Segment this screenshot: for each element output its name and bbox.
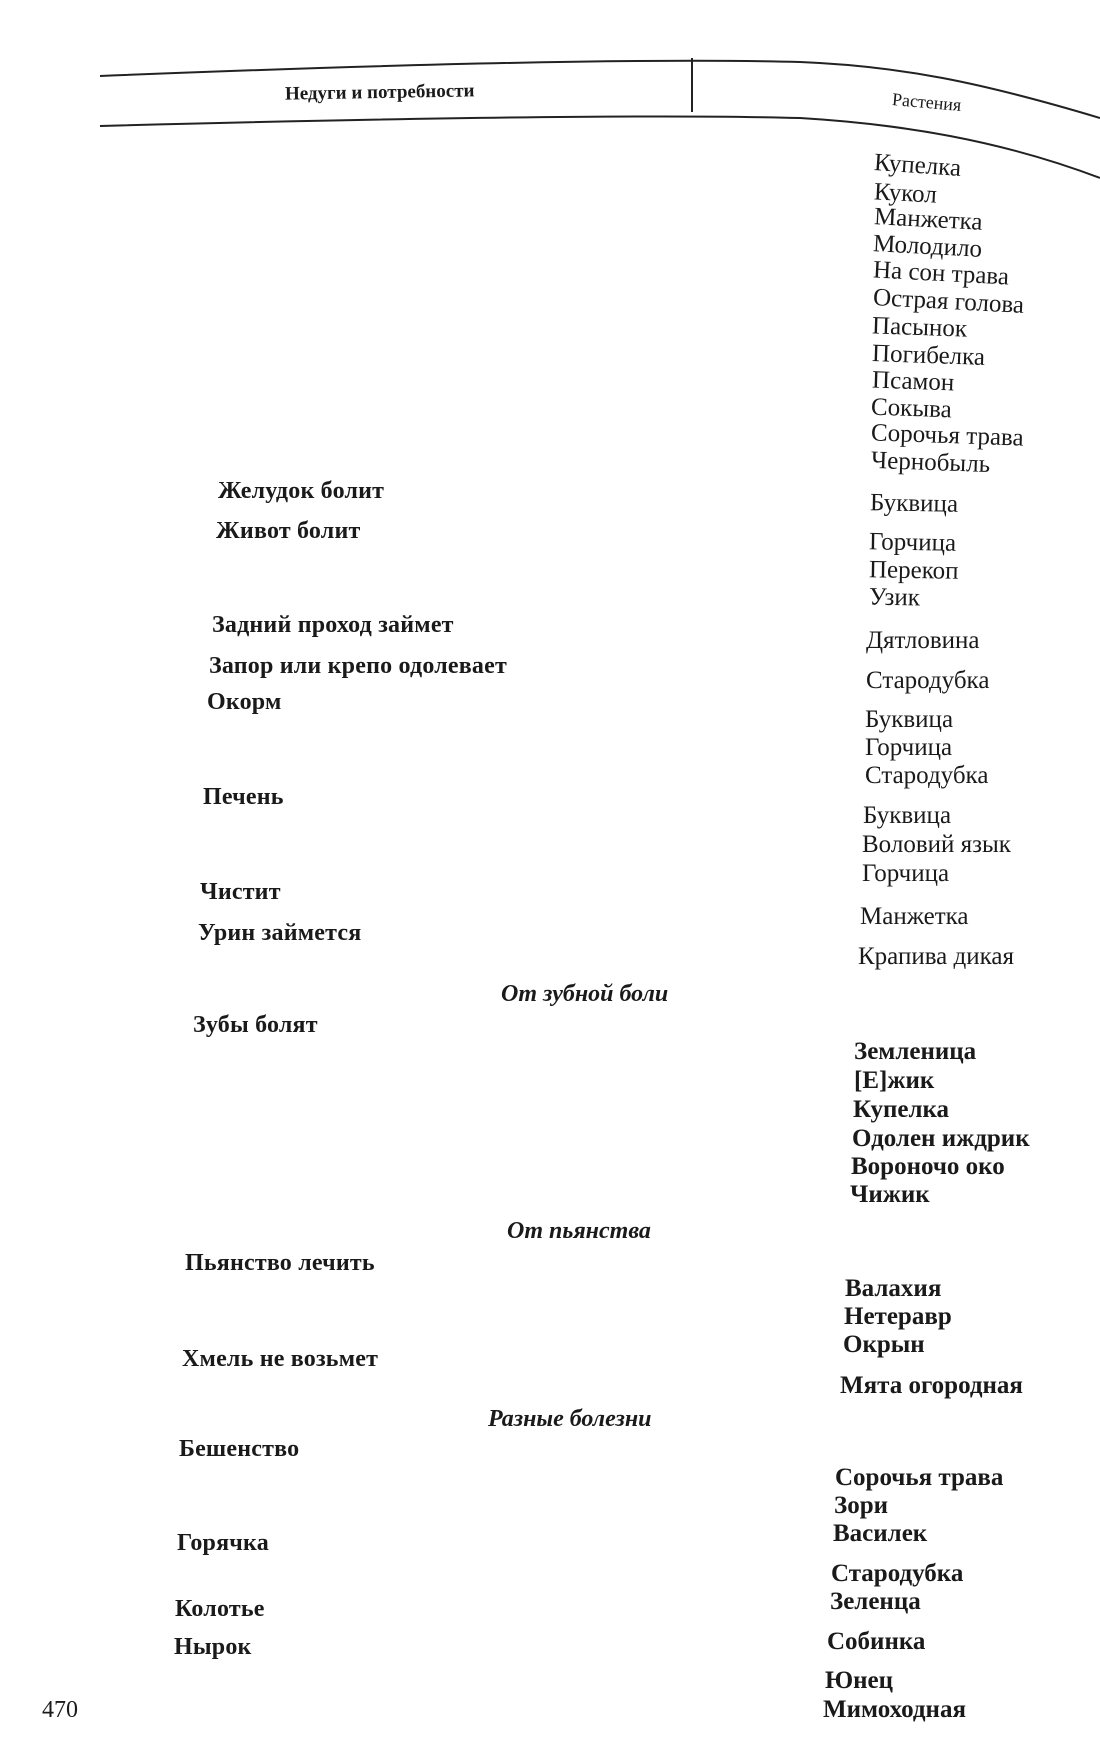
plant-item: Дятловина <box>866 627 980 654</box>
section-heading: От зубной боли <box>501 981 669 1007</box>
plant-item: Горчица <box>865 734 953 761</box>
ailment-item: Желудок болит <box>218 478 385 504</box>
plant-item: Горчица <box>868 528 957 557</box>
plant-item: Купелка <box>853 1096 950 1123</box>
plant-item: [Е]жик <box>854 1067 935 1094</box>
plant-item: Нетеравр <box>844 1303 952 1330</box>
plant-item: Погибелка <box>871 340 986 371</box>
plant-item: Крапива дикая <box>858 943 1014 970</box>
ailment-item: Колотье <box>175 1596 265 1622</box>
plant-item: Сокыва <box>870 393 953 424</box>
plant-item: Одолен иждрик <box>852 1125 1030 1152</box>
plant-item: Пасынок <box>871 312 968 343</box>
ailment-item: Хмель не возьмет <box>182 1346 379 1372</box>
ailment-item: Окорм <box>207 689 282 715</box>
plant-item: Сорочья трава <box>835 1464 1004 1491</box>
ailment-item: Нырок <box>174 1634 252 1660</box>
ailment-item: Запор или крепо одолевает <box>209 653 507 679</box>
plant-item: Манжетка <box>873 203 984 236</box>
ailment-item: Зубы болят <box>193 1012 318 1038</box>
plant-item: Перекоп <box>868 556 959 585</box>
plant-item: Буквица <box>869 489 959 518</box>
plant-item: Юнец <box>825 1667 894 1694</box>
ailment-item: Бешенство <box>179 1436 300 1462</box>
plant-item: Кукол <box>873 178 938 209</box>
plant-item: Стародубка <box>831 1560 964 1587</box>
ailment-item: Задний проход займет <box>212 612 454 638</box>
plant-item: Окрын <box>843 1331 925 1358</box>
plant-item: Мимоходная <box>823 1696 966 1723</box>
section-heading: Разные болезни <box>488 1406 652 1432</box>
plant-item: Мята огородная <box>840 1372 1023 1399</box>
plant-item: Собинка <box>827 1628 926 1655</box>
plant-item: Вороночо око <box>851 1153 1005 1180</box>
plant-item: Псамон <box>871 366 955 397</box>
plant-item: Валахия <box>845 1275 942 1302</box>
plant-item: Воловий язык <box>862 831 1011 858</box>
plant-item: Горчица <box>862 860 950 887</box>
plant-item: Чижик <box>850 1181 930 1208</box>
page-number: 470 <box>42 1697 78 1723</box>
ailment-item: Живот болит <box>216 518 361 544</box>
plant-item: Стародубка <box>866 667 990 694</box>
plant-item: Земленица <box>854 1038 977 1065</box>
plant-item: Сорочья трава <box>870 419 1025 452</box>
plant-item: На сон трава <box>872 256 1010 291</box>
plant-item: Василек <box>833 1520 928 1547</box>
plant-item: Купелка <box>873 148 962 183</box>
plant-item: Манжетка <box>860 903 969 930</box>
plant-item: Молодило <box>872 230 983 263</box>
plant-item: Острая голова <box>872 284 1025 319</box>
ailment-item: Чистит <box>200 879 281 905</box>
ailment-item: Пьянство лечить <box>185 1250 375 1276</box>
section-heading: От пьянства <box>507 1218 651 1244</box>
plant-item: Буквица <box>865 706 954 733</box>
plant-item: Чернобыль <box>870 446 991 479</box>
header-plants: Растения <box>891 89 963 115</box>
plant-item: Стародубка <box>865 762 989 789</box>
plant-item: Зеленца <box>830 1588 921 1615</box>
plant-item: Зори <box>834 1492 889 1519</box>
ailment-item: Печень <box>203 784 284 810</box>
plant-item: Узик <box>868 583 921 612</box>
header-ailments: Недуги и потребности <box>284 80 475 105</box>
ailment-item: Горячка <box>177 1530 269 1556</box>
ailment-item: Урин займется <box>198 920 362 946</box>
plant-item: Буквица <box>863 802 952 829</box>
